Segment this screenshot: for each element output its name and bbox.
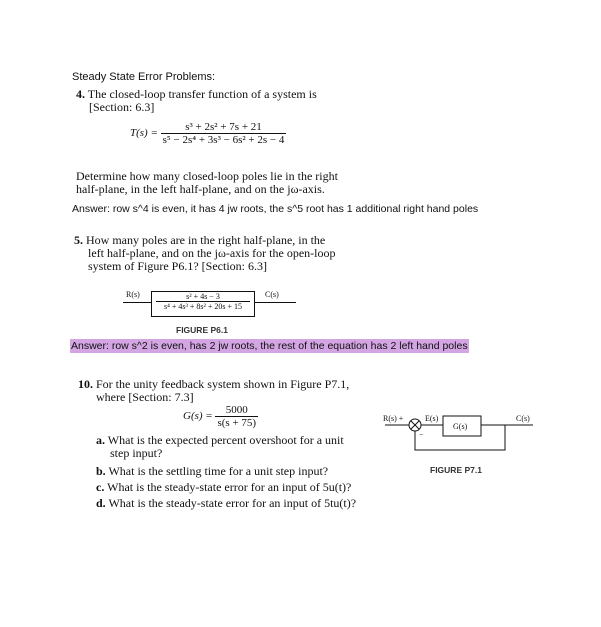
problem-10-text-line2: where [Section: 7.3] <box>96 390 194 404</box>
figure-p6-1-caption: FIGURE P6.1 <box>176 325 228 335</box>
part-d-line1: What is the steady-state error for an input of 5tu(t)? <box>108 496 357 510</box>
tf-lhs: T(s) = <box>130 127 158 140</box>
problem-5-text-line3: system of Figure P6.1? [Section: 6.3] <box>88 259 267 273</box>
problem-4-text: The closed-loop transfer function of a system is <box>87 87 317 101</box>
g-lhs: G(s) = <box>183 410 213 423</box>
p6-input-label: R(s) <box>126 290 140 299</box>
problem-10-text-line1: For the unity feedback system shown in Figure P7.1, <box>96 377 350 391</box>
part-c-line1: What is the steady-state error for an input of 5u(t)? <box>107 480 352 494</box>
problem-4-transfer-function <box>130 121 286 146</box>
part-c-letter: c. <box>96 480 105 494</box>
problem-4-answer: Answer: row s^4 is even, it has 4 jw roots, the s^5 root has 1 additional right hand poles <box>72 203 479 215</box>
p7-output-label: C(s) <box>516 414 530 423</box>
p6-input-line <box>123 302 151 303</box>
part-b-letter: b. <box>96 464 106 478</box>
g-denominator: s(s + 75) <box>217 417 257 429</box>
p6-output-line <box>254 302 296 303</box>
problem-4-number: 4. <box>76 87 85 101</box>
part-b-line1: What is the settling time for a unit step input? <box>108 464 329 478</box>
p7-error-label: E(s) <box>425 414 439 423</box>
part-a-line1: What is the expected percent overshoot for a unit <box>107 433 344 447</box>
part-a-line2: step input? <box>110 446 163 460</box>
problem-5-text-line2: left half-plane, and on the jω-axis for the open-loop <box>88 246 336 260</box>
problem-5-answer: Answer: row s^2 is even, has 2 jw roots, the rest of the equation has 2 left hand poles <box>71 340 468 352</box>
p7-minus-label: − <box>419 430 424 439</box>
p7-block-label: G(s) <box>453 422 468 431</box>
figure-p7-1-caption: FIGURE P7.1 <box>430 465 482 475</box>
part-d-letter: d. <box>96 496 106 510</box>
section-title: Steady State Error Problems: <box>72 71 216 83</box>
p7-input-label: R(s) + <box>383 414 404 423</box>
problem-10-part-d <box>96 497 396 510</box>
p6-block-numerator: s² + 4s − 3 <box>186 292 220 301</box>
problem-4-question-line2: half-plane, in the left half-plane, and on the jω-axis. <box>76 182 325 196</box>
p7-diagram-lines <box>385 410 535 460</box>
problem-4-section: [Section: 6.3] <box>89 100 155 114</box>
figure-p7-1 <box>385 410 535 460</box>
p6-output-label: C(s) <box>265 290 279 299</box>
problem-5-text-line1: How many poles are in the right half-plane, in the <box>86 233 326 247</box>
tf-denominator: s⁵ − 2s⁴ + 3s³ − 6s² + 2s − 4 <box>162 134 285 146</box>
problem-10-part-c <box>96 481 396 494</box>
problem-10-g-function <box>183 404 258 429</box>
problem-10-number: 10. <box>78 377 93 391</box>
p6-transfer-block <box>151 291 255 317</box>
problem-5-number: 5. <box>74 233 83 247</box>
problem-4-question-line1: Determine how many closed-loop poles lie in the right <box>76 169 338 183</box>
part-a-letter: a. <box>96 433 105 447</box>
problem-10-part-b <box>96 465 396 478</box>
p6-block-denominator: s⁴ + 4s³ + 8s² + 20s + 15 <box>156 301 250 311</box>
tf-numerator: s³ + 2s² + 7s + 21 <box>185 121 262 133</box>
g-numerator: 5000 <box>225 404 248 416</box>
figure-p6-1 <box>120 287 300 323</box>
